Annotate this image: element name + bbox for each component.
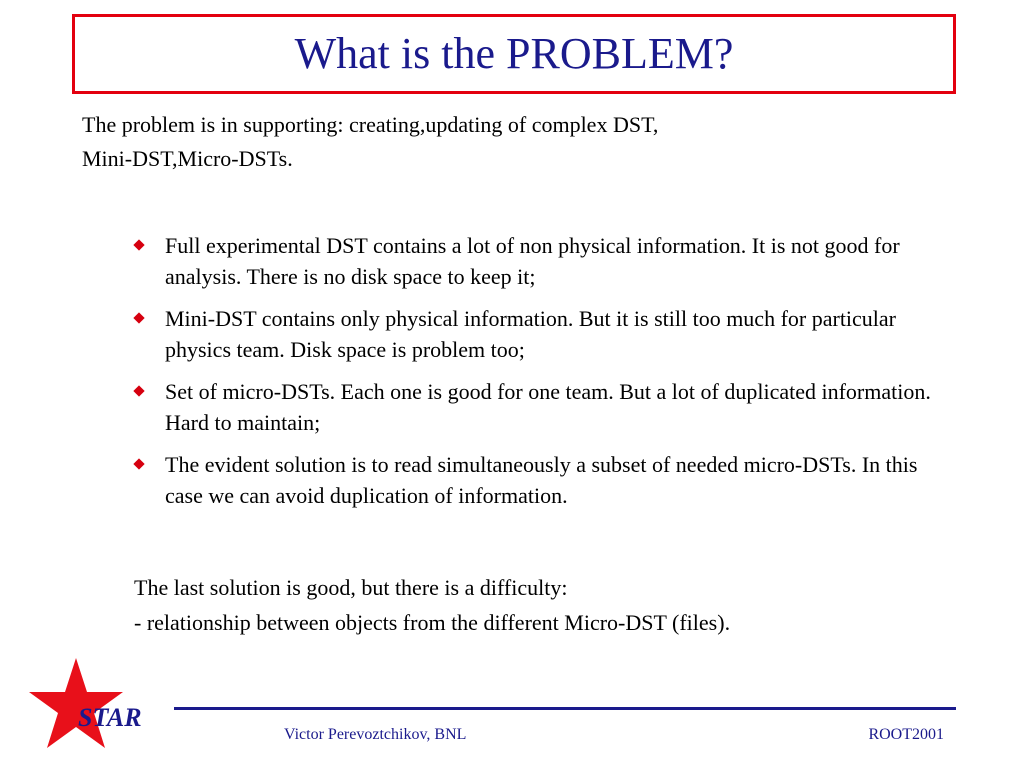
footer-divider [174, 707, 956, 710]
bullet-item [134, 303, 954, 365]
intro-line-1: The problem is in supporting: creating,updating of complex DST, [82, 112, 659, 137]
conclusion-line-1: The last solution is good, but there is a difficulty: [134, 575, 568, 600]
bullet-text: Full experimental DST contains a lot of non physical information. It is not good for analysis. There is no disk space to keep it; [165, 233, 900, 289]
intro-line-2: Mini-DST,Micro-DSTs. [82, 146, 293, 171]
conclusion-line-2: - relationship between objects from the different Micro-DST (files). [134, 610, 731, 635]
bullet-item [134, 230, 954, 292]
bullet-text: Mini-DST contains only physical information. But it is still too much for particular physics team. Disk space is problem too; [165, 306, 897, 362]
footer-author: Victor Perevoztchikov, BNL [284, 726, 467, 743]
conclusion-text [134, 570, 954, 640]
slide-title: What is the PROBLEM? [294, 29, 734, 78]
bullet-item [134, 376, 954, 438]
diamond-bullet-icon [133, 458, 144, 469]
footer-conference: ROOT2001 [868, 726, 944, 743]
diamond-bullet-icon [133, 239, 144, 250]
intro-text [82, 108, 962, 176]
slide-title-box [72, 14, 956, 94]
star-logo-text: STAR [78, 703, 142, 732]
bullet-text: The evident solution is to read simultaneously a subset of needed micro-DSTs. In this case we can avoid duplication of information. [165, 452, 918, 508]
diamond-bullet-icon [133, 385, 144, 396]
diamond-bullet-icon [133, 312, 144, 323]
bullet-item [134, 449, 954, 511]
bullet-list [134, 230, 954, 522]
bullet-text: Set of micro-DSTs. Each one is good for one team. But a lot of duplicated information. Hard to maintain; [165, 379, 931, 435]
